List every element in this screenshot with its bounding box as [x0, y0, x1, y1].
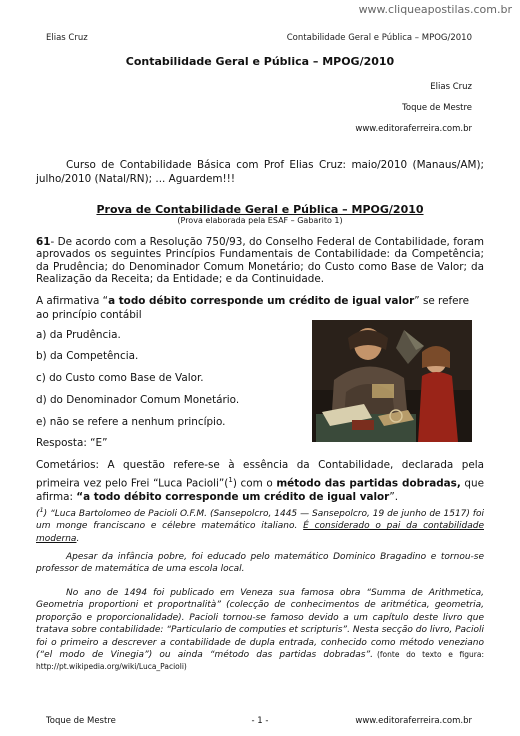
footer-site: www.editoraferreira.com.br: [355, 716, 472, 726]
author-name: Elias Cruz: [430, 82, 472, 92]
comments-method: método das partidas dobradas,: [276, 476, 461, 489]
footnote-ref: 1: [228, 475, 233, 484]
option-b: b) da Competência.: [36, 350, 139, 362]
author-block: [355, 77, 472, 140]
option-a: a) da Prudência.: [36, 329, 121, 341]
author-site: www.editoraferreira.com.br: [355, 124, 472, 134]
comments-quote: “a todo débito corresponde um crédito de igual valor: [76, 491, 390, 504]
course-announcement: Curso de Contabilidade Básica com Prof Elias Cruz: maio/2010 (Manaus/AM); julho/2010 (Natal/RN); ... Aguardem!!!: [36, 159, 484, 185]
comments-paragraph: [36, 458, 484, 505]
question-text: - De acordo com a Resolução 750/93, do Conselho Federal de Contabilidade, foram aprovados os seguintes Princípios Fundamentais de Contabilidade: da Competência; da Prudência; do Denominador Comum Monetário; do Custo como Base de Valor; da Realização da Receita; da Entidade; e da Continuidade.: [36, 236, 484, 286]
paragraph-1494: [36, 587, 484, 674]
affirm-post: ” se refere ao princípio contábil: [36, 295, 469, 321]
document-title: Contabilidade Geral e Pública – MPOG/2010: [125, 55, 395, 68]
paragraph-1494-text: No ano de 1494 foi publicado em Veneza sua famosa obra “Summa de Arithmetica, Geometria proportioni et proportnalità” (colecção de conhecimentos de aritmética, geometria, proporção e proporcionalidade). Pacioli tornou-se famoso devido a um capítulo deste livro que tratava sobre contabilidade: “Particulario de computies et scripturis”. Nesta secção do livro, Pacioli foi o primeiro a descrever a contabilidade de dupla entrada, conhecido como método veneziano (“el modo de Vinegia”) ou ainda “método das partidas dobradas”.: [36, 588, 484, 661]
author-tagline: Toque de Mestre: [402, 103, 472, 113]
exam-subtitle: (Prova elaborada pela ESAF – Gabarito 1): [177, 216, 343, 225]
footnote-1: ($^1$) “Luca Bartolomeo de Pacioli O.F.M. (Sansepolcro, 1445 — Sansepolcro, 19 de junho de 1517) foi um monge franciscano e célebre matemático italiano. É considerado o pai da contabilidade moderna.: [36, 506, 484, 544]
question-61: [36, 236, 484, 286]
answer: Resposta: “E”: [36, 437, 108, 449]
comments-mid2: que afirma:: [36, 476, 484, 504]
question-number: 61: [36, 236, 51, 248]
affirm-bold: a todo débito corresponde um crédito de igual valor: [108, 295, 415, 307]
header-title: Contabilidade Geral e Pública – MPOG/2010: [286, 33, 472, 43]
watermark-url: www.cliqueapostilas.com.br: [358, 3, 512, 16]
footnote-underlined: É considerado o pai da contabilidade moderna: [36, 521, 484, 544]
footer-tagline: Toque de Mestre: [46, 716, 116, 726]
comments-pre: Cometários: A questão refere-se à essência da Contabilidade, declarada pela primeira vez pelo Frei “Luca Pacioli”(: [36, 459, 484, 489]
page-number: - 1 -: [251, 716, 269, 726]
option-e: e) não se refere a nenhum princípio.: [36, 416, 226, 428]
footnote-end: .: [76, 533, 80, 544]
comments-end: ”.: [389, 491, 398, 504]
option-c: c) do Custo como Base de Valor.: [36, 372, 204, 384]
comments-mid: ) com o: [232, 476, 277, 489]
pacioli-portrait-image: [312, 320, 472, 442]
exam-title: Prova de Contabilidade Geral e Pública – MPOG/2010: [96, 203, 424, 216]
paragraph-infancia: Apesar da infância pobre, foi educado pelo matemático Dominico Bragadino e tornou-se professor de matemática de uma escola local.: [36, 552, 484, 575]
question-affirmation: [36, 294, 484, 322]
source-citation: (fonte do texto e figura: http://pt.wikipedia.org/wiki/Luca_Pacioli): [36, 650, 484, 672]
footnote-text: “Luca Bartolomeo de Pacioli O.F.M. (Sansepolcro, 1445 — Sansepolcro, 19 de junho de 1517) foi um monge franciscano e célebre matemático italiano.: [36, 509, 484, 532]
option-d: d) do Denominador Comum Monetário.: [36, 394, 240, 406]
affirm-pre: A afirmativa “: [36, 295, 109, 307]
header-author: Elias Cruz: [46, 33, 88, 43]
footnote-number: 1: [39, 506, 44, 514]
